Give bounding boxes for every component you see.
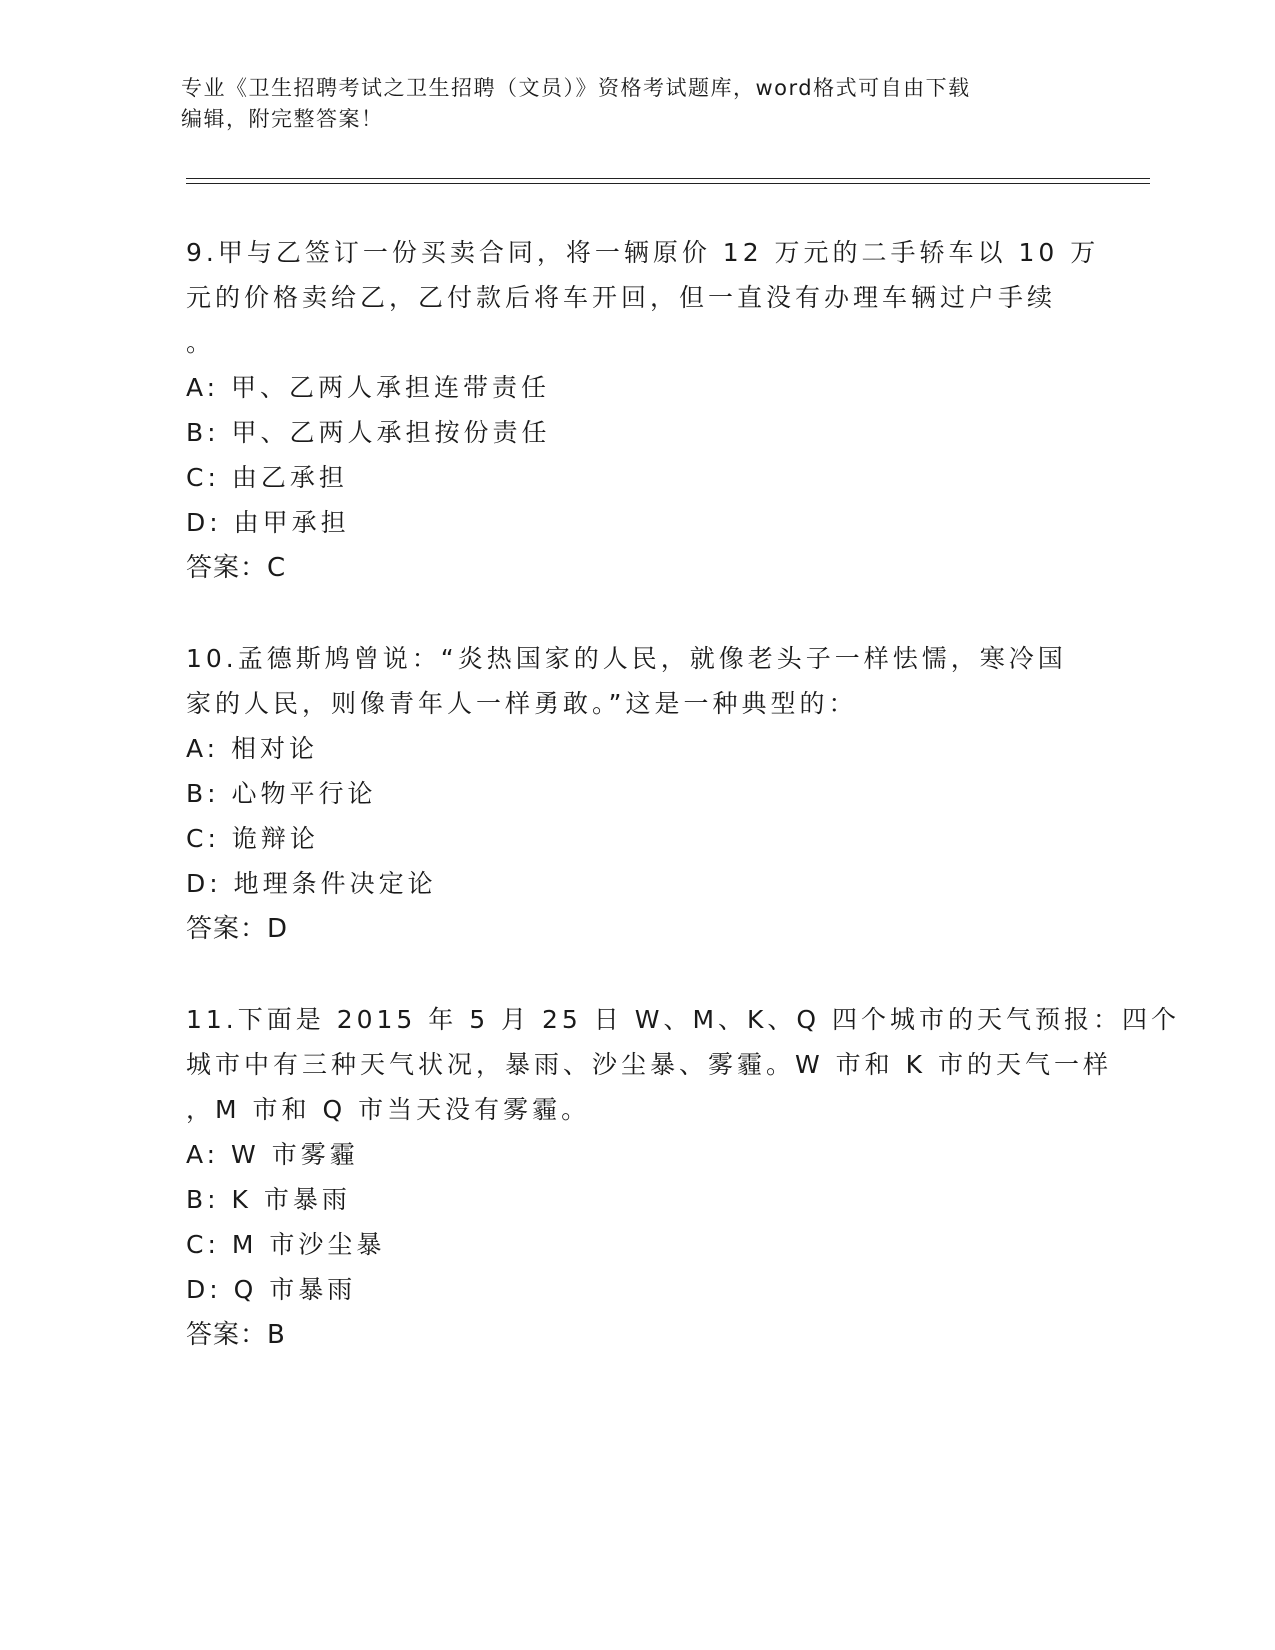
answer: 答案：D: [186, 914, 289, 944]
header-title-line-2: 编辑，附完整答案！: [181, 107, 384, 131]
option-b: B: 甲、乙两人承担按份责任: [186, 418, 551, 447]
option-b: B: K 市暴雨: [186, 1185, 351, 1214]
header-divider-top: [186, 178, 1150, 179]
question-stem-line: 。: [186, 328, 216, 357]
question-stem-line: 元的价格卖给乙，乙付款后将车开回，但一直没有办理车辆过户手续: [186, 283, 1057, 312]
option-c: C: M 市沙尘暴: [186, 1230, 386, 1259]
option-d: D: 地理条件决定论: [186, 869, 437, 898]
option-d: D: 由甲承担: [186, 508, 350, 537]
option-a: A: 甲、乙两人承担连带责任: [186, 373, 551, 402]
option-b: B: 心物平行论: [186, 779, 377, 808]
answer: 答案：C: [186, 553, 287, 583]
question-stem-line: 9.甲与乙签订一份买卖合同，将一辆原价 12 万元的二手轿车以 10 万: [186, 238, 1100, 267]
header-divider-bottom: [186, 183, 1150, 184]
question-stem-line: ，M 市和 Q 市当天没有雾霾。: [186, 1095, 591, 1124]
question-stem-line: 家的人民，则像青年人一样勇敢。”这是一种典型的：: [186, 689, 858, 718]
question-stem-line: 城市中有三种天气状况，暴雨、沙尘暴、雾霾。W 市和 K 市的天气一样: [186, 1050, 1112, 1079]
header-title-line-1: 专业《卫生招聘考试之卫生招聘（文员）》资格考试题库，word格式可自由下载: [181, 76, 971, 100]
option-a: A: W 市雾霾: [186, 1140, 359, 1169]
option-c: C: 由乙承担: [186, 463, 348, 492]
question-stem-line: 11.下面是 2015 年 5 月 25 日 W、M、K、Q 四个城市的天气预报：四个: [186, 1005, 1181, 1034]
question-stem-line: 10.孟德斯鸠曾说：“炎热国家的人民，就像老头子一样怯懦，寒冷国: [186, 644, 1067, 673]
option-c: C: 诡辩论: [186, 824, 319, 853]
option-d: D: Q 市暴雨: [186, 1275, 357, 1304]
answer: 答案：B: [186, 1320, 286, 1350]
option-a: A: 相对论: [186, 734, 319, 763]
